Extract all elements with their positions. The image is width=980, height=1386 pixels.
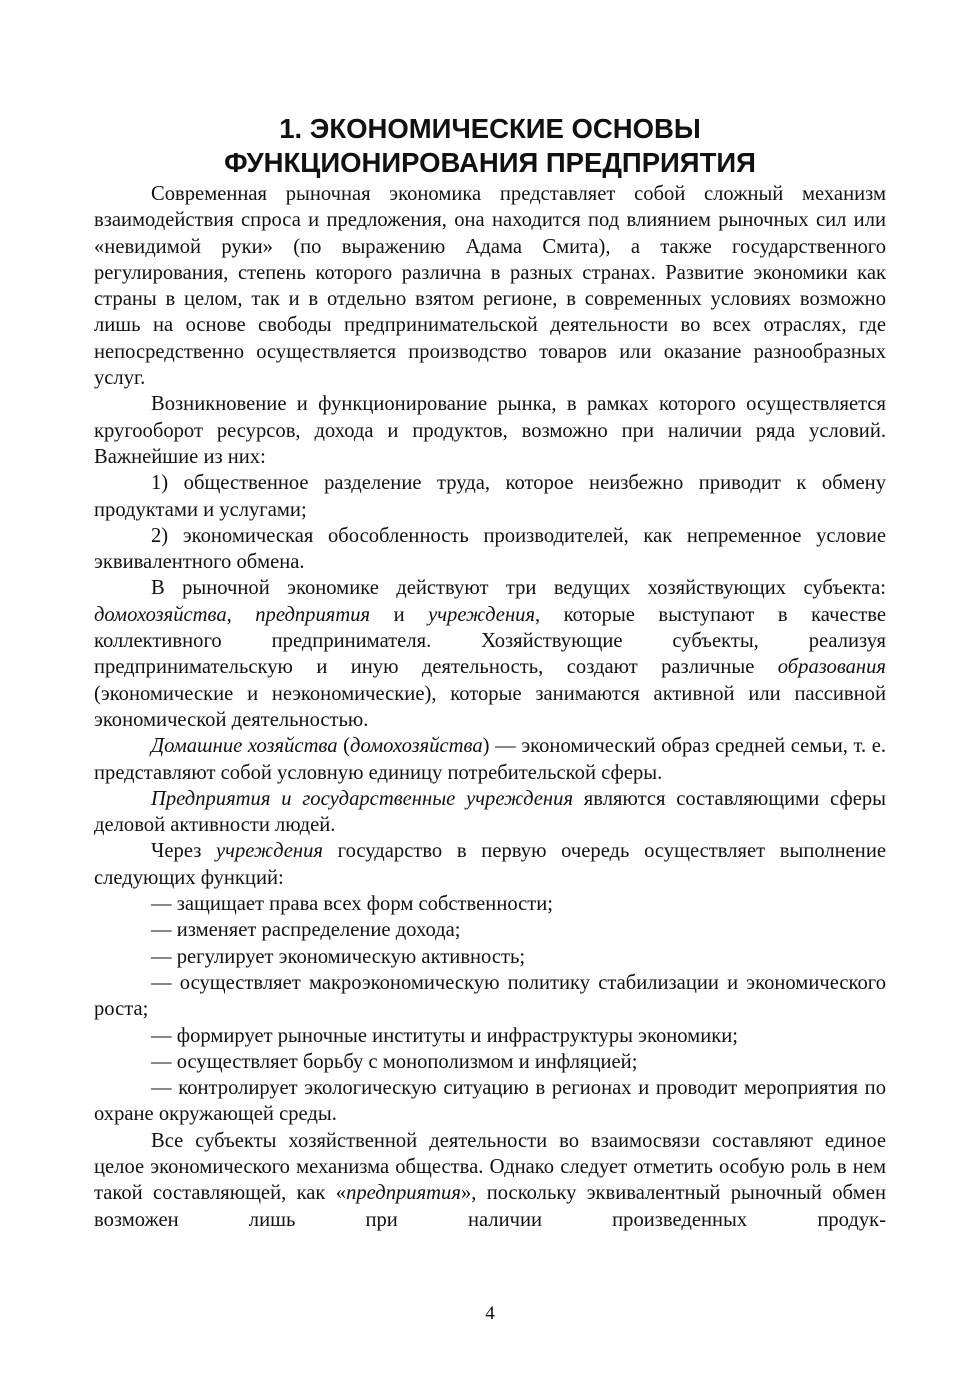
italic-term: учреждения	[428, 603, 536, 626]
italic-term: домохозяйства	[94, 603, 227, 626]
numbered-item: 1) общественное разделение труда, которое неизбежно приводит к обмену продуктами и услугами;	[94, 472, 886, 521]
list-item: — формирует рыночные институты и инфраструктуры экономики;	[151, 1024, 738, 1047]
italic-term: Предприятия и государственные учреждения	[151, 787, 574, 810]
paragraph	[94, 575, 886, 733]
italic-term: Домашние хозяйства	[151, 735, 338, 758]
page-number: 4	[485, 1303, 495, 1324]
text-run: Все субъекты хозяйственной деятельности во взаимосвязи составляют единое целое экономического механизма общества. Однако следует отметить особую роль в нем такой составляющей, как «	[94, 1129, 886, 1205]
italic-term: образования	[777, 656, 886, 679]
paragraph	[94, 786, 886, 839]
italic-term: предприятия	[255, 603, 371, 626]
italic-term: учреждения	[216, 840, 323, 863]
paragraph	[94, 1128, 886, 1233]
paragraph: Современная рыночная экономика представляет собой сложный механизм взаимодействия спроса и предложения, она находится под влиянием рыночных сил или «невидимой руки» (по выражению Адама Смита), а также государственного регулирования, степень которого различна в разных странах. Развитие экономики как страны в целом, так и в отдельно взятом регионе, в современных условиях возможно лишь на основе свободы предпринимательской деятельности во всех отраслях, где непосредственно осуществляется производство товаров или оказание разнообразных услуг.	[94, 183, 886, 390]
text-run: , которые выступают в качестве коллективного предпринимателя. Хозяйствующие субъекты, реализуя предпринимательскую и иную деятельность, создают различные	[94, 603, 887, 679]
text-run: Через	[151, 840, 217, 863]
list-item: — осуществляет борьбу с монополизмом и инфляцией;	[151, 1050, 638, 1073]
text-run: государство в первую очередь осуществляет выполнение следующих функций:	[94, 840, 886, 889]
text-run: являются составляющими сферы деловой активности людей.	[94, 787, 886, 837]
numbered-item: 2) экономическая обособленность производителей, как непременное условие эквивалентного обмена.	[94, 524, 886, 574]
italic-term: предприятия	[346, 1182, 461, 1205]
paragraph	[94, 838, 886, 891]
list-item: — регулирует экономическую активность;	[151, 945, 526, 968]
text-run: В рыночной экономике действуют три ведущих хозяйствующих субъекта:	[151, 577, 886, 600]
text-run: », поскольку эквивалентный рыночный обмен возможен лишь при наличии произведенных продук-	[94, 1182, 886, 1231]
list-item: — защищает права всех форм собственности;	[151, 893, 554, 916]
italic-term: домохозяйства	[350, 735, 483, 758]
chapter-title-line-1: 1. ЭКОНОМИЧЕСКИЕ ОСНОВЫ	[279, 113, 701, 145]
body-text	[94, 181, 886, 1233]
paragraph: Возникновение и функционирование рынка, в рамках которого осуществляется кругооборот ресурсов, дохода и продуктов, возможно при наличии ряда условий. Важнейшие из них:	[94, 393, 886, 468]
text-run: и	[370, 603, 429, 626]
text-run: ) — экономический образ средней семьи, т. е. представляют собой условную единицу потребительской сферы.	[94, 735, 887, 784]
text-run: ,	[226, 603, 256, 626]
chapter-title-line-2: ФУНКЦИОНИРОВАНИЯ ПРЕДПРИЯТИЯ	[224, 147, 756, 179]
list-item: — контролирует экологическую ситуацию в регионах и проводит мероприятия по охране окружающей среды.	[94, 1077, 886, 1126]
list-item: — изменяет распределение дохода;	[151, 919, 461, 942]
text-run: (	[337, 735, 351, 758]
list-item: — осуществляет макроэкономическую политику стабилизации и экономического роста;	[94, 971, 886, 1021]
chapter-title	[94, 112, 886, 180]
paragraph	[94, 733, 886, 786]
text-run: (экономические и неэкономические), которые занимаются активной или пассивной экономической деятельностью.	[94, 682, 886, 731]
